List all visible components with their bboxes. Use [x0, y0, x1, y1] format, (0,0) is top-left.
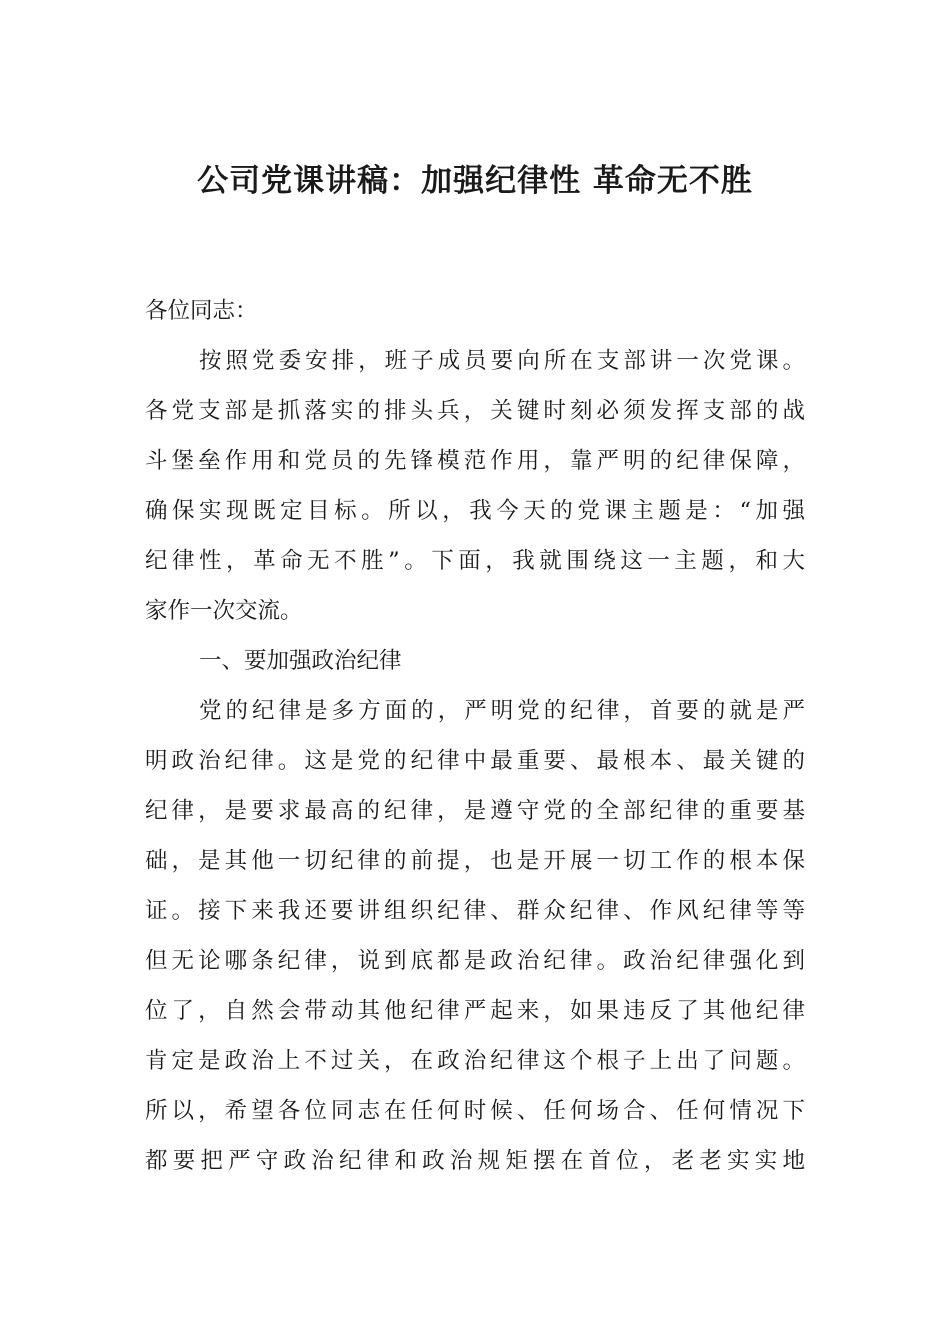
document-body [145, 286, 805, 1186]
text-line: 所以，希望各位同志在任何时候、任何场合、任何情况下 [145, 1098, 805, 1124]
text-line: 位了，自然会带动其他纪律严起来，如果违反了其他纪律 [145, 998, 805, 1024]
text-line: 家作一次交流。 [145, 598, 303, 624]
text-line: 明政治纪律。这是党的纪律中最重要、最根本、最关键的 [145, 748, 805, 774]
text-line: 确保实现既定目标。所以，我今天的党课主题是：“加强 [145, 498, 805, 524]
text-line: 都要把严守政治纪律和政治规矩摆在首位，老老实实地 [145, 1148, 805, 1174]
text-line: 纪律，是要求最高的纪律，是遵守党的全部纪律的重要基 [145, 798, 805, 824]
text-line: 纪律性，革命无不胜”。下面，我就围绕这一主题，和大 [145, 548, 805, 574]
text-line: 各位同志： [145, 298, 258, 324]
text-line: 证。接下来我还要讲组织纪律、群众纪律、作风纪律等等 [145, 898, 805, 924]
text-line: 各党支部是抓落实的排头兵，关键时刻必须发挥支部的战 [145, 398, 805, 424]
text-line: 但无论哪条纪律，说到底都是政治纪律。政治纪律强化到 [145, 948, 805, 974]
text-line: 肯定是政治上不过关，在政治纪律这个根子上出了问题。 [145, 1048, 805, 1074]
text-line: 一、要加强政治纪律 [199, 648, 402, 674]
text-line: 斗堡垒作用和党员的先锋模范作用，靠严明的纪律保障， [145, 448, 805, 474]
document-title: 公司党课讲稿：加强纪律性 革命无不胜 [197, 163, 753, 199]
text-line: 础，是其他一切纪律的前提，也是开展一切工作的根本保 [145, 848, 805, 874]
text-line: 党的纪律是多方面的，严明党的纪律，首要的就是严 [199, 698, 805, 724]
text-line: 按照党委安排，班子成员要向所在支部讲一次党课。 [199, 348, 805, 374]
